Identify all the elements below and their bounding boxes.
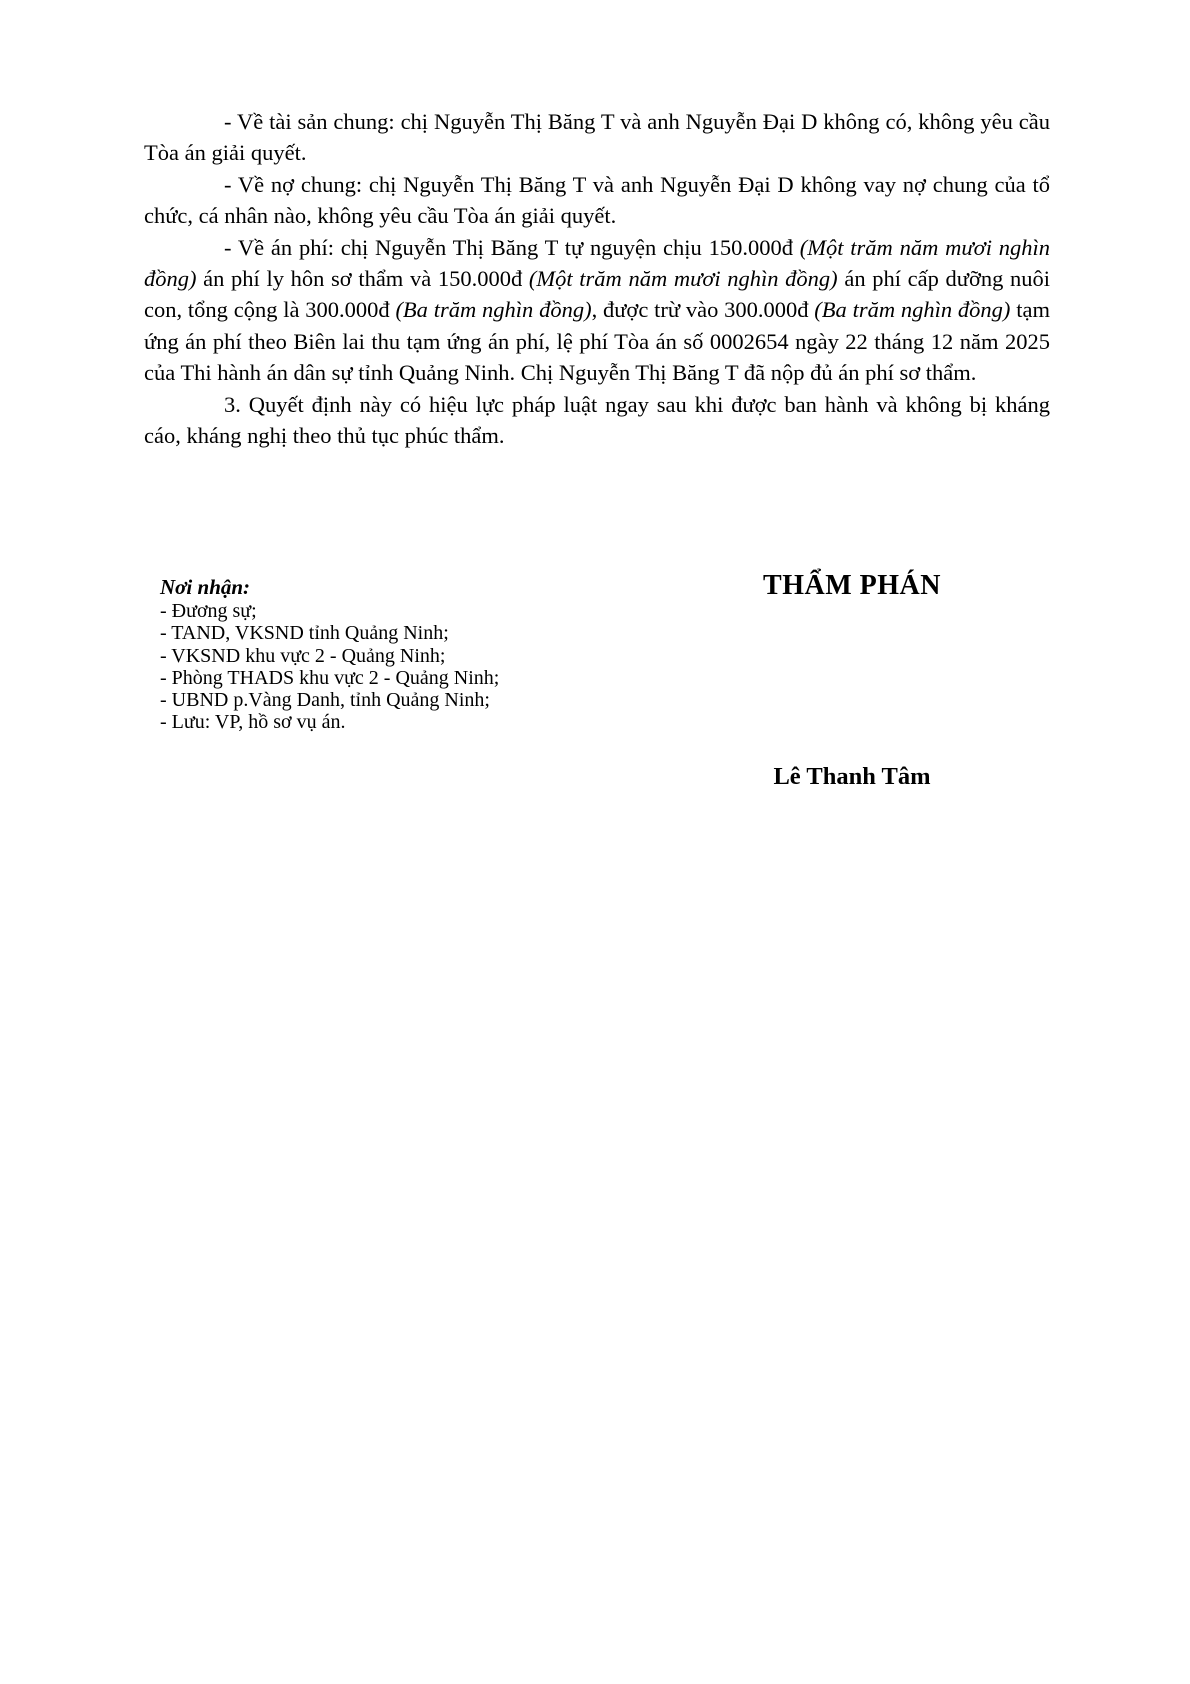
text-run-italic: (Ba trăm nghìn đồng) [395, 297, 592, 323]
text-run-italic: (Một trăm năm mươi nghìn đồng) [144, 234, 1050, 292]
recipients-title: Nơi nhận: [160, 575, 251, 599]
recipient-item: - Phòng THADS khu vực 2 - Quảng Ninh; [160, 666, 500, 689]
text-run: án phí ly hôn sơ thẩm và 150.000đ [196, 266, 529, 292]
paragraph-legal-effect [144, 389, 1050, 452]
text-run: 3. Quyết định này có hiệu lực pháp luật ngay sau khi được ban hành và không bị kháng cáo, kháng nghị theo thủ tục phúc thẩm. [144, 391, 1050, 449]
signature-block [700, 570, 1004, 792]
judge-title: THẨM PHÁN [763, 570, 941, 601]
text-run: , được trừ vào 300.000đ [591, 297, 815, 323]
recipients-block [160, 574, 580, 734]
paragraph-court-fees [144, 232, 1050, 389]
text-run: - Về án phí: chị Nguyễn Thị Băng T tự nguyện chịu 150.000đ [224, 234, 800, 260]
text-run: - Về tài sản chung: chị Nguyễn Thị Băng T và anh Nguyễn Đại D không có, không yêu cầu Tòa án giải quyết. [144, 109, 1050, 166]
paragraph-common-property [144, 106, 1050, 169]
judge-name: Lê Thanh Tâm [773, 763, 931, 790]
text-run: tạm ứng án phí theo Biên lai thu tạm ứng án phí, lệ phí Tòa án số 0002654 ngày 22 tháng 12 năm 2025 của Thi hành án dân sự tỉnh Quảng Ninh. Chị Nguyễn Thị Băng T đã nộp đủ án phí sơ thẩm. [144, 297, 1050, 386]
text-run-italic: (Một trăm năm mươi nghìn đồng) [528, 266, 838, 292]
text-run: - Về nợ chung: chị Nguyễn Thị Băng T và anh Nguyễn Đại D không vay nợ chung của tổ chức, cá nhân nào, không yêu cầu Tòa án giải quyết. [144, 171, 1050, 229]
decision-body [144, 106, 1050, 451]
recipient-item: - VKSND khu vực 2 - Quảng Ninh; [160, 644, 446, 667]
text-run: án phí cấp dưỡng nuôi con, tổng cộng là 300.000đ [144, 266, 1051, 323]
recipient-item: - TAND, VKSND tỉnh Quảng Ninh; [160, 622, 449, 645]
paragraph-common-debt [144, 169, 1050, 232]
recipient-item: - UBND p.Vàng Danh, tỉnh Quảng Ninh; [160, 689, 490, 712]
recipient-item: - Lưu: VP, hồ sơ vụ án. [160, 711, 346, 734]
text-run-italic: (Ba trăm nghìn đồng) [814, 297, 1011, 323]
recipient-item: - Đương sự; [160, 600, 257, 622]
